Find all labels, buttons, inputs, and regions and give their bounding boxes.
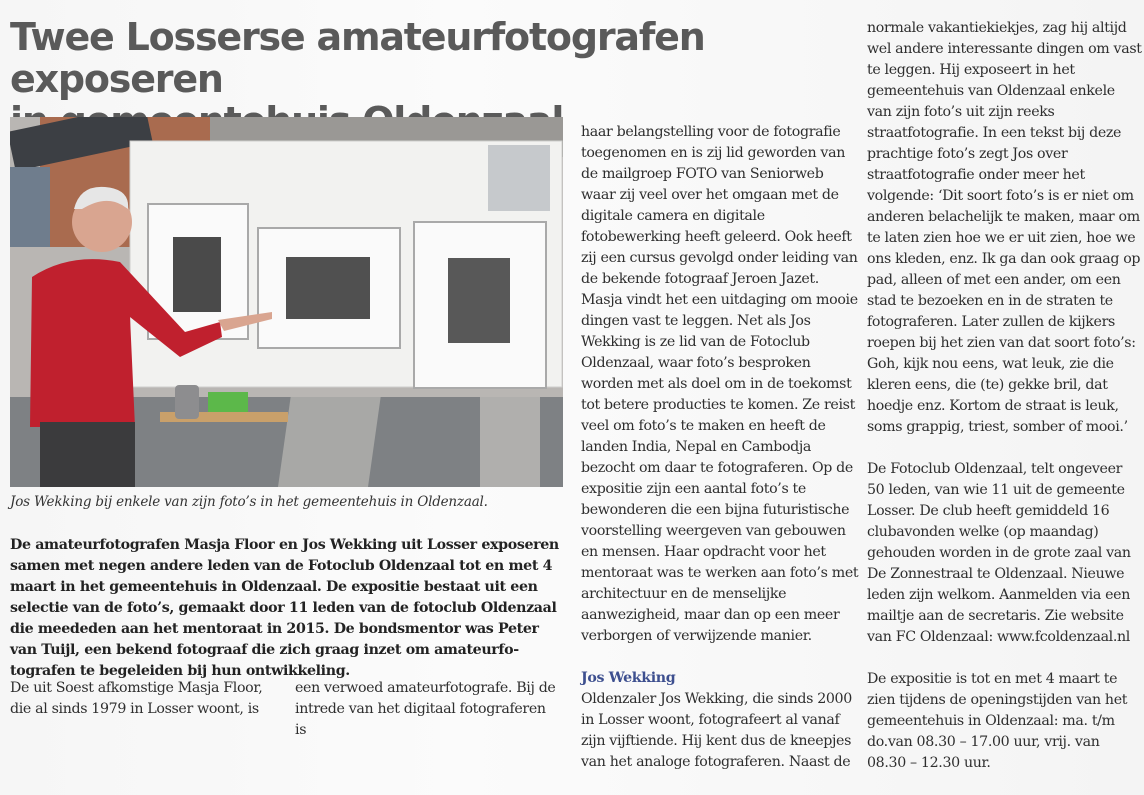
column-1-text: De uit Soest afkomstige Masja Floor, die al sinds 1979 in Losser woont, is	[10, 680, 263, 717]
subheading-jos-wekking: Jos Wekking	[581, 670, 676, 686]
column-4-opening-hours: De expositie is tot en met 4 maart te zien tijdens de openingstijden van het gemeentehuis in Oldenzaal: ma. t/m do.van 08.30 – 17.00 uur, vrij. van 08.30 – 12.30 uur.	[867, 671, 1128, 771]
cups	[208, 392, 248, 412]
framed-photo-1	[173, 237, 221, 312]
photo-illustration	[10, 117, 563, 487]
man-trousers	[40, 422, 135, 487]
framed-photo-3	[448, 258, 510, 343]
article-photo	[10, 117, 563, 487]
thermos	[175, 385, 199, 419]
column-1	[10, 678, 270, 741]
column-4-quote: normale vakantiekiekjes, zag hij altijd wel andere interessante dingen om vast te leggen. Hij exposeert in het gemeentehuis van Oldenzaal enkele van zijn foto’s uit zijn reeks straatfotografie. In een tekst bij deze prachtige foto’s zegt Jos over straatfotografie onder meer het volgende: ‘Dit soort foto’s is er niet om anderen belachelijk te maken, maar om te laten zien hoe we er uit zien, hoe we ons kleden, enz. Ik ga dan ook graag op pad, alleen of met een ander, om een stad te bezoeken en in de straten te fotograferen. Later zullen de kijkers roepen bij het zien van dat soort foto’s: Goh, kijk nou eens, wat leuk, zie die kleren eens, die (te) gekke bril, dat hoedje enz. Kortom de straat is leuk, soms grappig, triest, somber of mooi.’	[867, 20, 1142, 435]
column-4-club-info: De Fotoclub Oldenzaal, telt ongeveer 50 leden, van wie 11 uit de gemeente Losser. De club heeft gemiddeld 16 clubavonden welke (op maandag) gehouden worden in de grote zaal van De Zonnestraal te Oldenzaal. Nieuwe leden zijn welkom. Aanmelden via een mailtje aan de secretaris. Zie website van FC Oldenzaal: www.fcoldenzaal.nl	[867, 461, 1131, 645]
pillar-2	[480, 397, 540, 487]
column-3	[581, 122, 861, 773]
column-3-text-continued: Oldenzaler Jos Wekking, die sinds 2000 in Losser woont, fotografeert al vanaf zijn vijftiende. Hij kent dus de kneepjes van het analoge fotograferen. Naast de	[581, 691, 852, 770]
pillar	[278, 397, 381, 487]
column-4	[867, 18, 1142, 795]
headline-line-1: Twee Losserse amateurfotografen exposeren	[10, 15, 705, 101]
column-2	[295, 678, 560, 762]
column-2-text: een verwoed amateurfotografe. Bij de intrede van het digitaal fotograferen is	[295, 680, 556, 738]
column-3-text: haar belangstelling voor de fotografie toegenomen en is zij lid geworden van de mailgroep FOTO van Seniorweb waar zij veel over het omgaan met de digitale camera en digitale fotobewerking heeft geleerd. Ook heeft zij een cursus gevolgd onder leiding van de bekende fotograaf Jeroen Jazet. Masja vindt het een uitdaging om mooie dingen vast te leggen. Net als Jos Wekking is ze lid van de Fotoclub Oldenzaal, waar foto’s besproken worden met als doel om in de toekomst tot betere producties te komen. Ze reist veel om foto’s te maken en heeft de landen India, Nepal en Cambodja bezocht om daar te fotograferen. Op de expositie zijn een aantal foto’s te bewonderen die een bijna futuristische voorstelling weergeven van gebouwen en mensen. Haar opdracht voor het mentoraat was te werken aan foto’s met architectuur en de menselijke aanwezigheid, maar dan op een meer verborgen of verwijzende manier.	[581, 124, 859, 644]
lead-paragraph: De amateurfotografen Masja Floor en Jos Wekking uit Losser exposeren samen met negen andere leden van de Fotoclub Oldenzaal tot en met 4 maart in het gemeentehuis in Oldenzaal. De expositie bestaat uit een selectie van de foto’s, gemaakt door 11 leden van de fotoclub Oldenzaal die meededen aan het mentoraat in 2015. De bondsmentor was Peter van Tuijl, een bekend fotograaf die zich graag inzet om amateurfotografen te begeleiden bij hun ontwikkeling.	[10, 537, 559, 679]
window	[10, 167, 50, 247]
photo-caption: Jos Wekking bij enkele van zijn foto’s in het gemeentehuis in Oldenzaal.	[10, 494, 488, 510]
poster	[488, 145, 550, 211]
framed-photo-2	[286, 257, 370, 319]
